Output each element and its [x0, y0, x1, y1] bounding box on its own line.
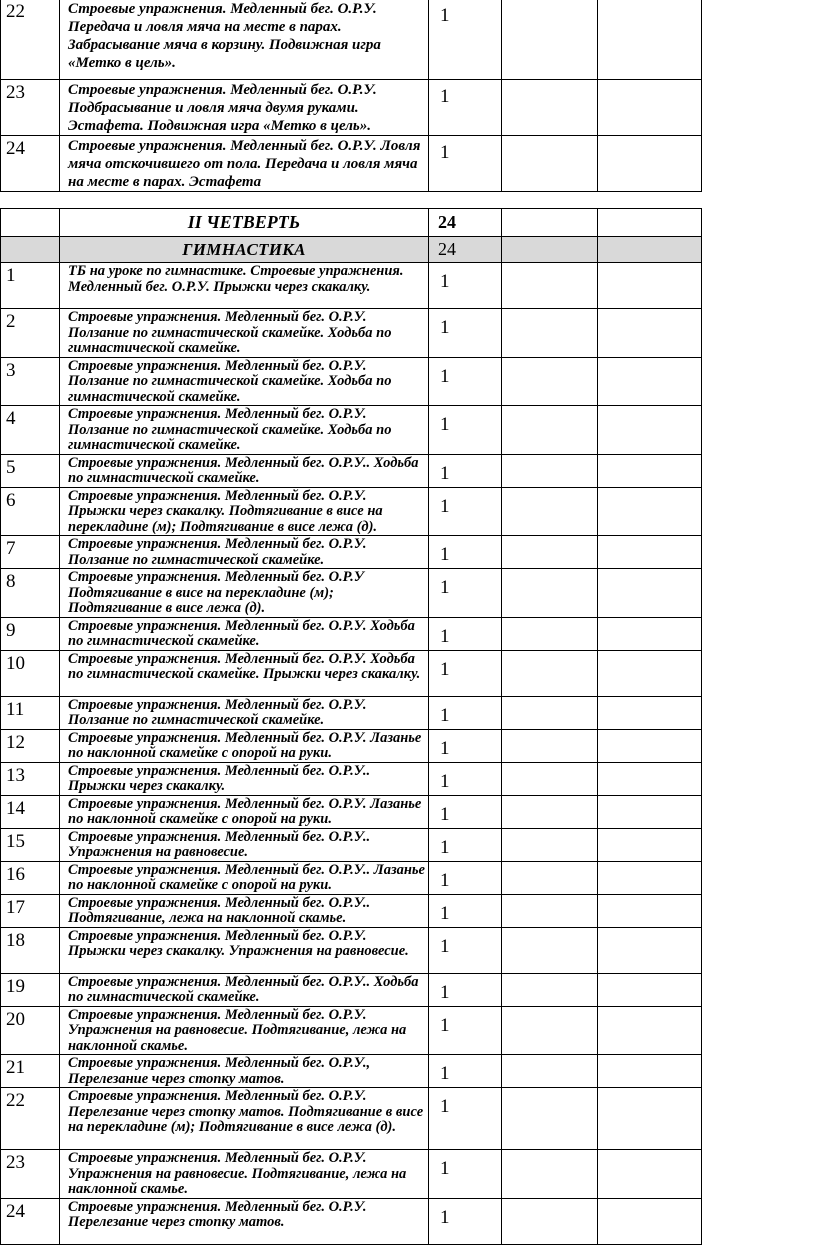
empty-cell — [598, 309, 702, 358]
lesson-number: 5 — [1, 454, 60, 487]
empty-cell — [598, 237, 702, 263]
lesson-number: 14 — [1, 795, 60, 828]
empty-cell — [502, 828, 598, 861]
empty-cell — [1, 209, 60, 237]
empty-cell — [502, 927, 598, 973]
lesson-row — [1, 136, 702, 192]
empty-cell — [598, 696, 702, 729]
lesson-hours: 1 — [429, 309, 502, 358]
empty-cell — [598, 861, 702, 894]
empty-cell — [598, 357, 702, 406]
empty-cell — [502, 795, 598, 828]
lesson-topic: Строевые упражнения. Медленный бег. О.Р.У. Ползание по гимнастической скамейке. — [60, 536, 429, 569]
empty-cell — [598, 828, 702, 861]
lesson-row — [1, 569, 702, 618]
empty-cell — [502, 454, 598, 487]
empty-cell — [502, 861, 598, 894]
lesson-number: 4 — [1, 406, 60, 455]
lesson-table-quarter-2 — [0, 208, 702, 1245]
lesson-topic: Строевые упражнения. Медленный бег. О.Р.У Подтягивание в висе на перекладине (м); Подтягивание в висе лежа (д). — [60, 569, 429, 618]
lesson-topic: Строевые упражнения. Медленный бег. О.Р.У. Ходьба по гимнастической скамейке. — [60, 617, 429, 650]
lesson-number: 15 — [1, 828, 60, 861]
empty-cell — [502, 136, 598, 192]
empty-cell — [502, 209, 598, 237]
lesson-topic: Строевые упражнения. Медленный бег. О.Р.У. Ползание по гимнастической скамейке. Ходьба по гимнастической скамейке. — [60, 357, 429, 406]
lesson-row — [1, 536, 702, 569]
empty-cell — [502, 0, 598, 80]
lesson-topic: Строевые упражнения. Медленный бег. О.Р.У.. Прыжки через скакалку. — [60, 762, 429, 795]
lesson-row — [1, 263, 702, 309]
lesson-number: 21 — [1, 1055, 60, 1088]
lesson-hours: 1 — [429, 894, 502, 927]
empty-cell — [502, 1198, 598, 1244]
lesson-row — [1, 650, 702, 696]
lesson-number: 24 — [1, 136, 60, 192]
empty-cell — [598, 795, 702, 828]
section-hours: 24 — [429, 237, 502, 263]
lesson-row — [1, 80, 702, 136]
lesson-number: 11 — [1, 696, 60, 729]
lesson-number: 9 — [1, 617, 60, 650]
lesson-topic: Строевые упражнения. Медленный бег. О.Р.У. Ходьба по гимнастической скамейке. Прыжки через скакалку. — [60, 650, 429, 696]
lesson-topic: Строевые упражнения. Медленный бег. О.Р.У. Прыжки через скакалку. Упражнения на равновесие. — [60, 927, 429, 973]
empty-cell — [502, 309, 598, 358]
lesson-number: 24 — [1, 1198, 60, 1244]
lesson-topic: Строевые упражнения. Медленный бег. О.Р.У. Перелезание через стопку матов. — [60, 1198, 429, 1244]
empty-cell — [598, 762, 702, 795]
lesson-hours: 1 — [429, 795, 502, 828]
lesson-topic: Строевые упражнения. Медленный бег. О.Р.У.. Лазанье по наклонной скамейке с опорой на руки. — [60, 861, 429, 894]
lesson-row — [1, 795, 702, 828]
empty-cell — [598, 263, 702, 309]
lesson-row — [1, 927, 702, 973]
lesson-number: 2 — [1, 309, 60, 358]
empty-cell — [598, 894, 702, 927]
lesson-topic: Строевые упражнения. Медленный бег. О.Р.У. Ползание по гимнастической скамейке. — [60, 696, 429, 729]
lesson-hours: 1 — [429, 357, 502, 406]
lesson-topic: ТБ на уроке по гимнастике. Строевые упражнения. Медленный бег. О.Р.У. Прыжки через скакалку. — [60, 263, 429, 309]
lesson-number: 13 — [1, 762, 60, 795]
empty-cell — [502, 237, 598, 263]
lesson-row — [1, 696, 702, 729]
empty-cell — [502, 357, 598, 406]
lesson-topic: Строевые упражнения. Медленный бег. О.Р.У. Ползание по гимнастической скамейке. Ходьба по гимнастической скамейке. — [60, 309, 429, 358]
lesson-row — [1, 828, 702, 861]
lesson-number: 22 — [1, 1088, 60, 1150]
empty-cell — [502, 894, 598, 927]
empty-cell — [1, 237, 60, 263]
lesson-hours: 1 — [429, 454, 502, 487]
lesson-hours: 1 — [429, 536, 502, 569]
lesson-hours: 1 — [429, 1198, 502, 1244]
lesson-topic: Строевые упражнения. Медленный бег. О.Р.У. Передача и ловля мяча на месте в парах. Забрасывание мяча в корзину. Подвижная игра «Метко в цель». — [60, 0, 429, 80]
lesson-topic: Строевые упражнения. Медленный бег. О.Р.У.. Ходьба по гимнастической скамейке. — [60, 454, 429, 487]
lesson-row — [1, 729, 702, 762]
section-title: ГИМНАСТИКА — [60, 237, 429, 263]
lesson-row — [1, 0, 702, 80]
lesson-row — [1, 357, 702, 406]
empty-cell — [502, 696, 598, 729]
lesson-hours: 1 — [429, 80, 502, 136]
lesson-row — [1, 1198, 702, 1244]
section-header-row — [1, 237, 702, 263]
lesson-hours: 1 — [429, 136, 502, 192]
lesson-topic: Строевые упражнения. Медленный бег. О.Р.У. Упражнения на равновесие. Подтягивание, лежа на наклонной скамье. — [60, 1006, 429, 1055]
lesson-topic: Строевые упражнения. Медленный бег. О.Р.У.. Ходьба по гимнастической скамейке. — [60, 973, 429, 1006]
lesson-row — [1, 406, 702, 455]
lesson-topic: Строевые упражнения. Медленный бег. О.Р.У. Подбрасывание и ловля мяча двумя руками. Эстафета. Подвижная игра «Метко в цель». — [60, 80, 429, 136]
lesson-number: 20 — [1, 1006, 60, 1055]
empty-cell — [502, 1088, 598, 1150]
empty-cell — [598, 927, 702, 973]
lesson-topic: Строевые упражнения. Медленный бег. О.Р.У. Ползание по гимнастической скамейке. Ходьба по гимнастической скамейке. — [60, 406, 429, 455]
lesson-number: 16 — [1, 861, 60, 894]
empty-cell — [502, 650, 598, 696]
lesson-row — [1, 487, 702, 536]
empty-cell — [598, 617, 702, 650]
empty-cell — [598, 80, 702, 136]
empty-cell — [502, 762, 598, 795]
lesson-hours: 1 — [429, 927, 502, 973]
lesson-topic: Строевые упражнения. Медленный бег. О.Р.У. Упражнения на равновесие. Подтягивание, лежа на наклонной скамье. — [60, 1150, 429, 1199]
lesson-hours: 1 — [429, 263, 502, 309]
empty-cell — [598, 973, 702, 1006]
lesson-hours: 1 — [429, 0, 502, 80]
lesson-hours: 1 — [429, 487, 502, 536]
empty-cell — [598, 406, 702, 455]
empty-cell — [598, 569, 702, 618]
lesson-hours: 1 — [429, 406, 502, 455]
lesson-row — [1, 454, 702, 487]
empty-cell — [598, 0, 702, 80]
empty-cell — [502, 263, 598, 309]
lesson-row — [1, 762, 702, 795]
quarter-title: II ЧЕТВЕРТЬ — [60, 209, 429, 237]
empty-cell — [502, 80, 598, 136]
lesson-topic: Строевые упражнения. Медленный бег. О.Р.У.. Упражнения на равновесие. — [60, 828, 429, 861]
lesson-number: 7 — [1, 536, 60, 569]
lesson-topic: Строевые упражнения. Медленный бег. О.Р.У. Лазанье по наклонной скамейке с опорой на руки. — [60, 729, 429, 762]
lesson-row — [1, 1055, 702, 1088]
lesson-number: 3 — [1, 357, 60, 406]
lesson-topic: Строевые упражнения. Медленный бег. О.Р.У. Лазанье по наклонной скамейке с опорой на руки. — [60, 795, 429, 828]
empty-cell — [502, 1006, 598, 1055]
lesson-row — [1, 309, 702, 358]
empty-cell — [598, 1055, 702, 1088]
lesson-number: 1 — [1, 263, 60, 309]
empty-cell — [598, 1150, 702, 1199]
empty-cell — [598, 1088, 702, 1150]
empty-cell — [598, 650, 702, 696]
lesson-hours: 1 — [429, 617, 502, 650]
lesson-row — [1, 894, 702, 927]
lesson-row — [1, 1006, 702, 1055]
quarter-hours: 24 — [429, 209, 502, 237]
lesson-topic: Строевые упражнения. Медленный бег. О.Р.У. Прыжки через скакалку. Подтягивание в висе на перекладине (м); Подтягивание в висе лежа (д). — [60, 487, 429, 536]
lesson-hours: 1 — [429, 861, 502, 894]
empty-cell — [598, 1198, 702, 1244]
lesson-number: 23 — [1, 80, 60, 136]
lesson-number: 19 — [1, 973, 60, 1006]
empty-cell — [598, 209, 702, 237]
lesson-row — [1, 1150, 702, 1199]
lesson-hours: 1 — [429, 1088, 502, 1150]
lesson-number: 17 — [1, 894, 60, 927]
lesson-row — [1, 861, 702, 894]
lesson-row — [1, 973, 702, 1006]
quarter-header-row — [1, 209, 702, 237]
lesson-number: 10 — [1, 650, 60, 696]
lesson-topic: Строевые упражнения. Медленный бег. О.Р.У.. Подтягивание, лежа на наклонной скамье. — [60, 894, 429, 927]
empty-cell — [598, 729, 702, 762]
empty-cell — [502, 973, 598, 1006]
lesson-hours: 1 — [429, 729, 502, 762]
empty-cell — [598, 536, 702, 569]
empty-cell — [598, 487, 702, 536]
lesson-number: 6 — [1, 487, 60, 536]
lesson-topic: Строевые упражнения. Медленный бег. О.Р.У., Перелезание через стопку матов. — [60, 1055, 429, 1088]
lesson-topic: Строевые упражнения. Медленный бег. О.Р.У. Ловля мяча отскочившего от пола. Передача и ловля мяча на месте в парах. Эстафета — [60, 136, 429, 192]
lesson-hours: 1 — [429, 650, 502, 696]
lesson-number: 22 — [1, 0, 60, 80]
lesson-table-body — [1, 0, 702, 192]
lesson-hours: 1 — [429, 762, 502, 795]
lesson-hours: 1 — [429, 1055, 502, 1088]
empty-cell — [502, 729, 598, 762]
lesson-hours: 1 — [429, 828, 502, 861]
empty-cell — [502, 406, 598, 455]
lesson-topic: Строевые упражнения. Медленный бег. О.Р.У. Перелезание через стопку матов. Подтягивание в висе на перекладине (м); Подтягивание в висе лежа (д). — [60, 1088, 429, 1150]
lesson-table-body — [1, 209, 702, 1245]
empty-cell — [598, 454, 702, 487]
empty-cell — [502, 1055, 598, 1088]
lesson-row — [1, 1088, 702, 1150]
lesson-number: 18 — [1, 927, 60, 973]
empty-cell — [502, 536, 598, 569]
lesson-number: 8 — [1, 569, 60, 618]
empty-cell — [502, 617, 598, 650]
lesson-table-continued — [0, 0, 702, 192]
empty-cell — [598, 136, 702, 192]
lesson-hours: 1 — [429, 569, 502, 618]
lesson-hours: 1 — [429, 1150, 502, 1199]
lesson-number: 23 — [1, 1150, 60, 1199]
empty-cell — [598, 1006, 702, 1055]
empty-cell — [502, 569, 598, 618]
lesson-number: 12 — [1, 729, 60, 762]
lesson-hours: 1 — [429, 696, 502, 729]
empty-cell — [502, 1150, 598, 1199]
empty-cell — [502, 487, 598, 536]
lesson-row — [1, 617, 702, 650]
lesson-hours: 1 — [429, 973, 502, 1006]
lesson-hours: 1 — [429, 1006, 502, 1055]
